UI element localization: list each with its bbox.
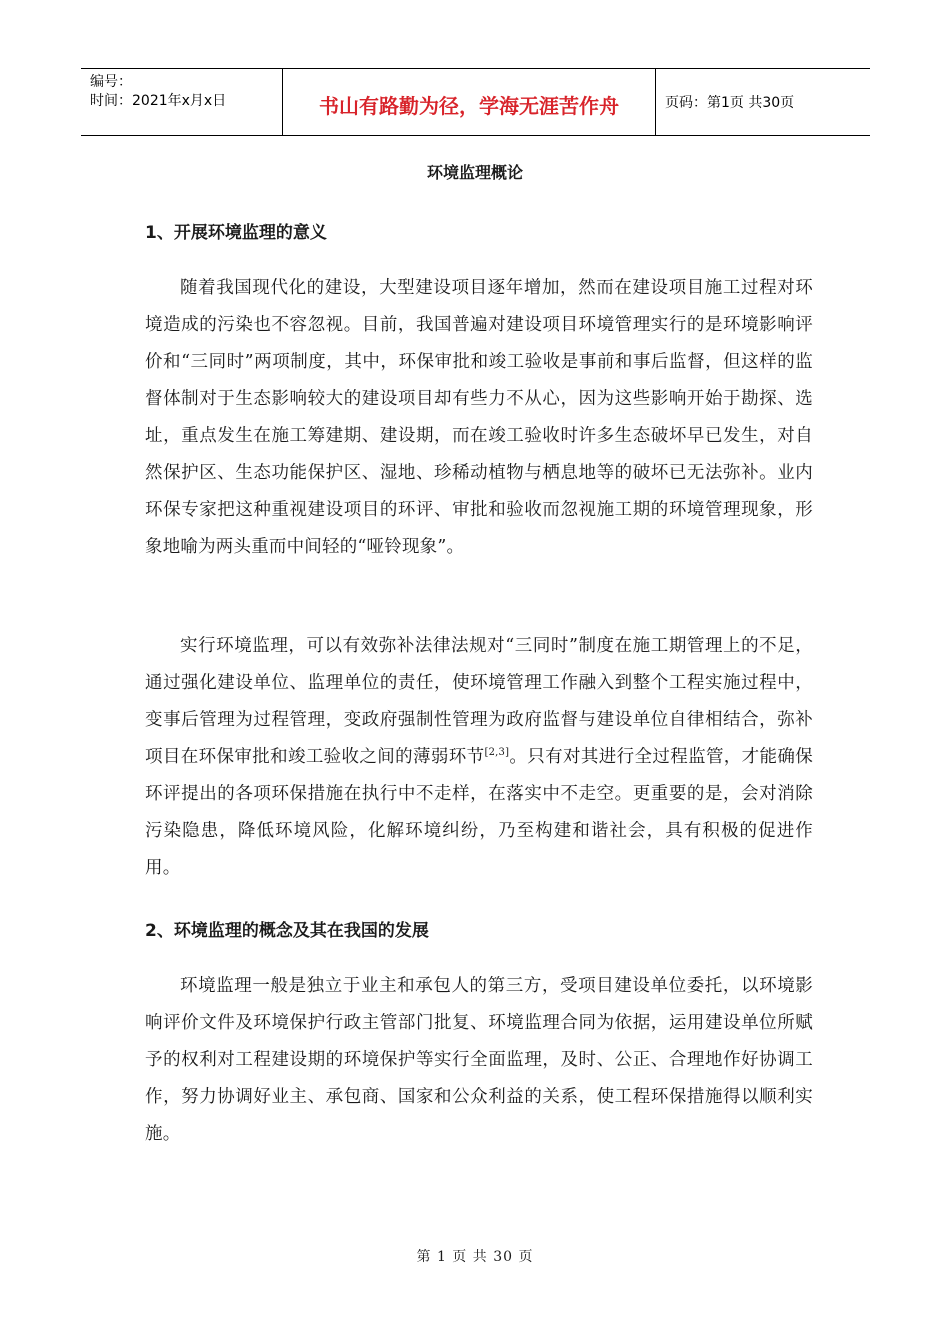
section-heading-2: 2、环境监理的概念及其在我国的发展 <box>145 921 429 941</box>
page-footer: 第 1 页 共 30 页 <box>416 1249 534 1265</box>
time-label: 时间：2021年x月x日 <box>90 93 227 109</box>
serial-label: 编号： <box>90 74 132 90</box>
document-title: 环境监理概论 <box>426 163 523 182</box>
paragraph-1-2 <box>145 628 813 887</box>
section-heading-1: 1、开展环境监理的意义 <box>145 223 327 243</box>
citation: [2,3] <box>484 747 510 759</box>
paragraph-text: 实行环境监理，可以有效弥补法律法规对“三同时”制度在施工期管理上的不足，通过强化建设单位、监理单位的责任，使环境管理工作融入到整个工程实施过程中，变事后管理为过程管理，变政府强制性管理为政府监督与建设单位自律相结合，弥补项目在环保审批和竣工验收之间的薄弱环节 <box>145 636 813 767</box>
header-meta <box>81 69 282 135</box>
paragraph-text: 。只有对其进行全过程监管，才能确保环评提出的各项环保措施在执行中不走样，在落实中不走空。更重要的是，会对消除污染隐患，降低环境风险，化解环境纠纷，乃至构建和谐社会，具有积极的促进作用。 <box>145 747 813 878</box>
header-motto: 书山有路勤为径，学海无涯苦作舟 <box>282 69 656 135</box>
page-header <box>81 68 870 136</box>
paragraph-1-1: 随着我国现代化的建设，大型建设项目逐年增加，然而在建设项目施工过程对环境造成的污染也不容忽视。目前，我国普遍对建设项目环境管理实行的是环境影响评价和“三同时”两项制度，其中，环保审批和竣工验收是事前和事后监督，但这样的监督体制对于生态影响较大的建设项目却有些力不从心，因为这些影响开始于勘探、选址，重点发生在施工筹建期、建设期，而在竣工验收时许多生态破坏早已发生，对自然保护区、生态功能保护区、湿地、珍稀动植物与栖息地等的破坏已无法弥补。业内环保专家把这种重视建设项目的环评、审批和验收而忽视施工期的环境管理现象，形象地喻为两头重而中间轻的“哑铃现象”。 <box>145 278 813 557</box>
paragraph-2-1: 环境监理一般是独立于业主和承包人的第三方，受项目建设单位委托，以环境影响评价文件及环境保护行政主管部门批复、环境监理合同为依据，运用建设单位所赋予的权利对工程建设期的环境保护等实行全面监理，及时、公正、合理地作好协调工作，努力协调好业主、承包商、国家和公众利益的关系，使工程环保措施得以顺利实施。 <box>145 976 813 1144</box>
header-page-info: 页码：第1页 共30页 <box>665 95 795 111</box>
